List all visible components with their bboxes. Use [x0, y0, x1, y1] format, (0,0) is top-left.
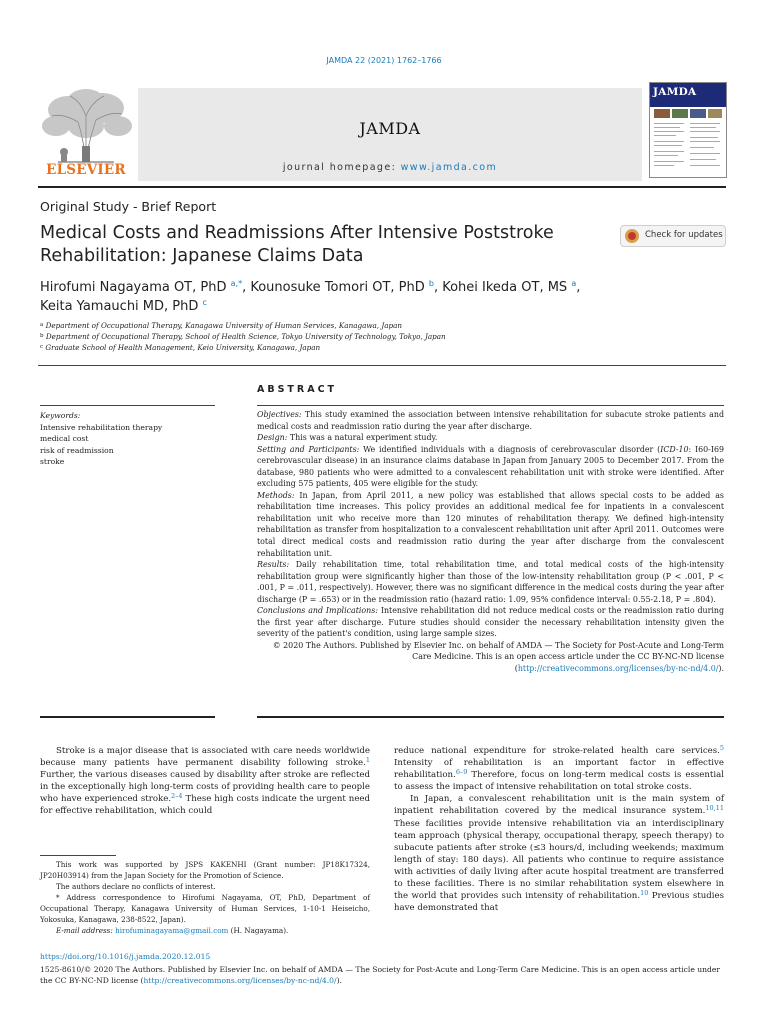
abstract-methods: Methods: In Japan, from April 2011, a new policy was established that allows special costs to be added as rehabilitation time increases. This policy provides an additional medical fee for inpatients in a convalescent rehabilitation unit who receive more than 120 minutes of rehabilitation therapy. We defined high-intensity rehabilitation as transfer from hospitalization to a convalescent rehabilitation unit after April 2011. Outcomes were total direct medical costs and readmission ratio during the year after discharge from the convalescent rehabilitation unit.	[257, 490, 724, 558]
cover-text-line	[654, 123, 684, 124]
keyword: risk of readmission	[40, 445, 114, 455]
abstract-bottom-rule	[257, 716, 724, 718]
cover-text-line	[690, 147, 714, 148]
cover-photo	[708, 109, 722, 118]
author-affiliation-link[interactable]: a	[571, 279, 577, 288]
email-link[interactable]: hirofuminagayama@gmail.com	[115, 926, 229, 935]
homepage-link[interactable]: www.jamda.com	[400, 162, 498, 173]
crossmark-icon	[625, 229, 639, 243]
issn-copyright: 1525-8610/© 2020 The Authors. Published by Elsevier Inc. on behalf of AMDA — The Society for Post-Acute and Long-Term Care Medicine. This is an open access article under the CC BY-NC-ND license (http://creativecommons.org/licenses/by-nc-nd/4.0/).	[40, 965, 721, 985]
body-paragraph: reduce national expenditure for stroke-related health care services.$^5$ Intensity of rehabilitation is an important factor in effective rehabilitation.$^{6-9}$ Therefore, focus on long-term medical costs is essential to assess the impact of intensive rehabilitation on total stroke costs.	[394, 744, 724, 793]
funding-note: This work was supported by JSPS KAKENHI (Grant number: JP18K17324, JP20H03914) from the Japan Society for the Promotion of Science.	[40, 860, 370, 880]
elsevier-wordmark: ELSEVIER	[46, 162, 126, 178]
footnotes	[40, 859, 370, 936]
cover-text-line	[690, 131, 720, 132]
author-affiliation-link[interactable]: a,*	[230, 279, 243, 288]
footnote-rule	[40, 855, 116, 856]
keyword: Intensive rehabilitation therapy	[40, 422, 163, 432]
journal-reference[interactable]: JAMDA 22 (2021) 1762–1766	[326, 56, 442, 65]
footer-license-link[interactable]: http://creativecommons.org/licenses/by-nc-nd/4.0/	[143, 976, 337, 985]
cover-text-line	[690, 165, 720, 166]
cover-photo	[672, 109, 688, 118]
abstract-setting: Setting and Participants: We identified individuals with a diagnosis of cerebrovascular disorder (ICD-10: I60-I69 cerebrovascular disease) in an insurance claims database in Japan from January 2005 to December 2017. From the database, 980 patients who were admitted to a convalescent rehabilitation unit with stroke were identified. After excluding 575 patients, 405 were eligible for the study.	[257, 444, 724, 489]
article-title: Medical Costs and Readmissions After Intensive Poststroke Rehabilitation: Japanese Claims Data	[40, 223, 554, 266]
cover-text-line	[690, 159, 716, 160]
author-separator: ,	[433, 280, 443, 295]
keywords-bottom-rule	[40, 716, 215, 718]
check-for-updates-button[interactable]	[620, 225, 726, 247]
citation-link[interactable]: 10,11	[705, 804, 724, 813]
cover-photo	[654, 109, 670, 118]
author-affiliation-link[interactable]: b	[428, 279, 434, 288]
header-divider	[38, 186, 726, 188]
correspondence-note: * Address correspondence to Hirofumi Nagayama, OT, PhD, Department of Occupational Therapy, Kanagawa University of Human Services, 1-10-1 Heiseicho, Yokosuka, Kanagawa, 238-8522, Japan).	[40, 893, 370, 924]
cover-text-line	[690, 123, 720, 124]
keywords-box	[40, 410, 215, 468]
cover-text-line	[690, 141, 720, 142]
author-separator: ,	[242, 280, 251, 295]
article-type: Original Study - Brief Report	[40, 199, 217, 214]
doi-link[interactable]: https://doi.org/10.1016/j.jamda.2020.12.015	[40, 952, 211, 961]
citation-link[interactable]: 6–9	[455, 768, 468, 777]
cover-text-line	[654, 145, 682, 146]
affiliation: $^c$ Graduate School of Health Management, Keio University, Kanagawa, Japan	[40, 343, 321, 352]
keywords-top-rule	[40, 405, 215, 406]
author-separator: ,	[576, 280, 581, 295]
author-name: Keita Yamauchi MD, PhD	[40, 299, 199, 314]
body-paragraph: In Japan, a convalescent rehabilitation unit is the main system of inpatient rehabilitation covered by the medical insurance system.$^{10,11}$ These facilities provide intensive rehabilitation via an interdisciplinary team approach (physical therapy, occupational therapy, speech therapy) to subacute patients after stroke (≤3 hours/d, including weekends; maximum length of stay: 180 days). All patients who continue to require assistance with activities of daily living after acute hospital treatment are transferred to these facilities. There is no similar rehabilitation system elsewhere in the world that provides such intensity of rehabilitation.$^{10}$ Previous studies have demonstrated that	[394, 794, 725, 914]
cover-text-line	[654, 155, 678, 156]
affiliation: $^a$ Department of Occupational Therapy, Kanagawa University of Human Services, Kanagawa, Japan	[40, 321, 403, 330]
citation-link[interactable]: 10	[640, 889, 649, 898]
cover-text-line	[654, 127, 680, 128]
author-affiliation-link[interactable]: c	[202, 298, 207, 307]
check-updates-label: Check for updates	[645, 230, 723, 240]
cover-text-line	[654, 161, 684, 162]
cover-photo	[690, 109, 706, 118]
cover-text-line	[654, 141, 684, 142]
cover-text-line	[654, 165, 674, 166]
conflict-note: The authors declare no conflicts of interest.	[56, 882, 216, 891]
journal-homepage	[138, 162, 642, 173]
abstract-heading: ABSTRACT	[257, 384, 338, 395]
cover-text-line	[654, 131, 684, 132]
citation-link[interactable]: 1	[365, 756, 370, 765]
body-column-right	[394, 745, 724, 914]
author-list	[40, 278, 660, 316]
keywords-label: Keywords:	[40, 411, 81, 420]
citation-link[interactable]: 5	[719, 744, 724, 752]
abstract-results: Results: Daily rehabilitation time, total rehabilitation time, and total medical costs of the high-intensity rehabilitation group were significantly higher than those of the low-intensity rehabilitation group (P < .001, P < .001, P = .011, respectively). However, there was no significant difference in the medical costs during the year after discharge (P = .653) or in the readmission ratio (hazard ratio: 1.09, 95% confidence interval: 0.55-2.18, P = .804).	[257, 560, 724, 604]
affiliation: $^b$ Department of Occupational Therapy, School of Health Science, Tokyo University of Technology, Tokyo, Japan	[40, 332, 446, 341]
email-note: E-mail address: hirofuminagayama@gmail.com (H. Nagayama).	[56, 926, 289, 935]
affiliation-divider	[38, 365, 726, 366]
journal-title: JAMDA	[359, 119, 421, 138]
body-column-left	[40, 745, 370, 818]
affiliation-list	[40, 320, 600, 353]
body-paragraph: Stroke is a major disease that is associated with care needs worldwide because many patients have permanent disability following stroke.$^1$ Further, the various diseases caused by disability after stroke are reflected in the exceptionally high long-term costs of providing health care to people who have experienced stroke.$^{2-4}$ These high costs indicate the urgent need for effective rehabilitation, which could	[40, 746, 370, 817]
abstract-top-rule	[257, 405, 724, 406]
cover-text-line	[690, 137, 718, 138]
citation-link[interactable]: 2–4	[171, 792, 183, 801]
license-link[interactable]: http://creativecommons.org/licenses/by-nc-nd/4.0/	[517, 664, 719, 674]
author-name: Hirofumi Nagayama OT, PhD	[40, 280, 227, 295]
cover-text-line	[690, 153, 720, 154]
cover-title: JAMDA	[653, 86, 697, 98]
keyword: stroke	[40, 457, 65, 466]
abstract-conclusions: Conclusions and Implications: Intensive rehabilitation did not reduce medical costs or the readmission ratio during the first year after discharge. Future studies should consider the necessary rehabilitation intensity given the severity of the patient's condition, using large sample sizes.	[257, 606, 725, 639]
author-name: Kounosuke Tomori OT, PhD	[250, 280, 425, 295]
cover-text-line	[690, 127, 716, 128]
cover-text-line	[654, 135, 676, 136]
abstract-body	[257, 409, 724, 675]
abstract-objectives: Objectives: This study examined the association between intensive rehabilitation for subacute stroke patients and medical costs and readmission ratio during the year after discharge.	[257, 410, 724, 431]
author-name: Kohei Ikeda OT, MS	[442, 280, 568, 295]
abstract-design: Design: This was a natural experiment study.	[257, 433, 438, 443]
cover-text-line	[654, 151, 684, 152]
homepage-label: journal homepage:	[282, 162, 401, 173]
keyword: medical cost	[40, 434, 89, 443]
journal-cover-thumbnail[interactable]	[649, 82, 727, 178]
abstract-copyright: © 2020 The Authors. Published by Elsevier Inc. on behalf of AMDA — The Society for Post-Acute and Long-Term Care Medicine. This is an open access article under the CC BY-NC-ND license (http://creativecommons.org/licenses/by-nc-nd/4.0/).	[272, 640, 724, 674]
